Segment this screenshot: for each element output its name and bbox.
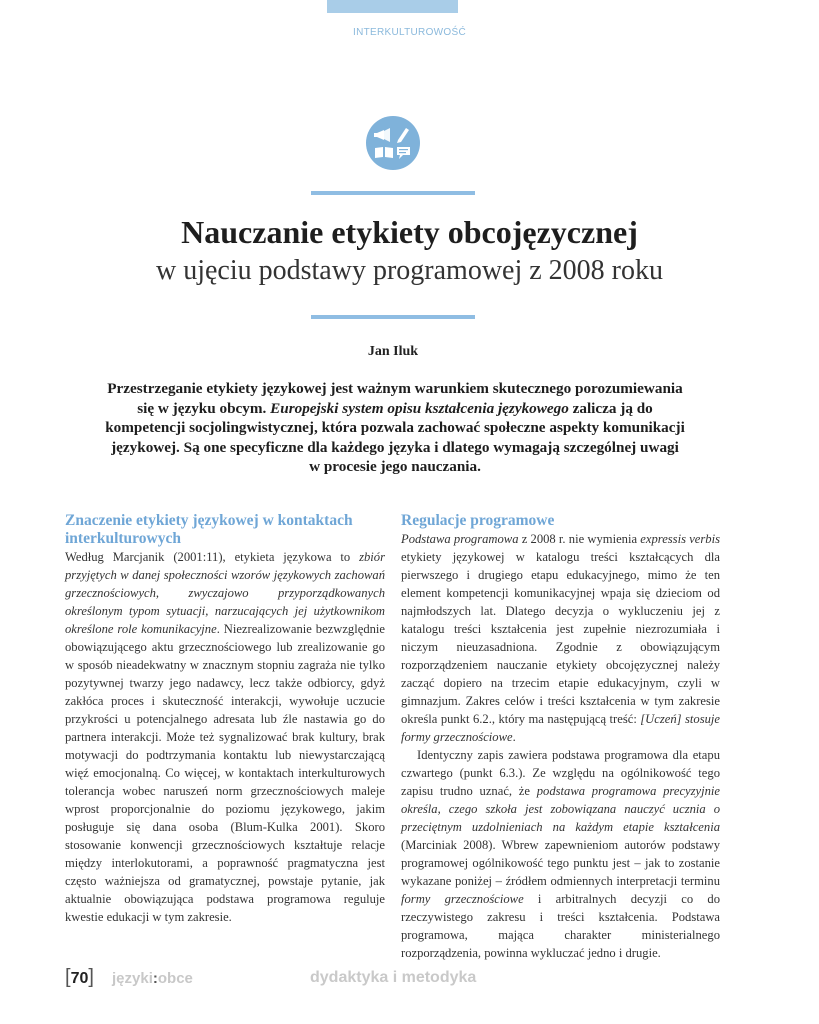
left-heading: Znaczenie etykiety językowej w kontaktach interkulturowych: [65, 512, 353, 547]
text-run: i arbitralnych decyzji co do rzeczywistego zakresu i treści kształcenia. Podstawa programowa, mająca charakter ministerialnego rozporządzenia, powinna wykluczać jedno i drugie.: [401, 892, 720, 960]
lead-paragraph: [104, 379, 686, 477]
author-name: Jan Iluk: [367, 344, 419, 359]
lead-text: Przestrzeganie etykiety językowej jest ważnym warunkiem skutecznego porozumiewania się w języku obcym.: [107, 380, 683, 417]
text-run: z 2008 r. nie wymienia: [518, 532, 641, 546]
text-run: Identyczny zapis zawiera podstawa programowa dla etapu czwartego (punkt 6.3.). Ze względu na ogólnikowość tego zapisu trudno uznać, że: [401, 748, 720, 798]
page-number: [65, 966, 94, 989]
italic-run: [Uczeń] stosuje formy grzecznościowe: [401, 712, 720, 744]
right-paragraph-1: [401, 530, 720, 746]
text-run: (Marciniak 2008). Wbrew zapewnieniom autorów podstawy programowej ogólnikowość tego punktu jest – jak to zostanie wykazane poniżej – źródłem odmiennych interpretacji terminu: [401, 838, 720, 888]
text-run: Według Marcjanik (2001:11), etykieta językowa to: [65, 550, 360, 564]
magazine-name-part1: języki: [112, 970, 153, 987]
magazine-name-colon: :: [152, 970, 158, 987]
divider-rule-top: [311, 191, 475, 195]
italic-run: formy grzecznościowe: [401, 892, 524, 906]
right-heading: Regulacje programowe: [401, 512, 555, 529]
italic-run: expressis verbis: [640, 532, 720, 546]
page-number-value: 70: [70, 970, 89, 987]
article-subtitle: w ujęciu podstawy programowej z 2008 roku: [156, 255, 663, 286]
lead-italic: Europejski system opisu kształcenia językowego: [270, 399, 569, 417]
top-color-bar: [327, 0, 458, 13]
book-icon: [375, 147, 393, 158]
text-run: etykiety językowej w katalogu treści kształcących dla pierwszego i drugiego etapu edukacyjnego, mimo że ten element kompetencji komunikacyjnej wpaja się dzieciom od najmłodszych lat. Dlatego decyzja o wykluczeniu jej z katalogu treści kształcenia jest zupełnie niezrozumiała i niczym nieuzasadniona. Zgodnie z obowiązującym rozporządzeniem nauczanie etykiety obcojęzycznej należy zacząć dopiero na trzecim etapie edukacyjnym, czyli w gimnazjum. Zakres celów i treści kształcenia w tym zakresie określa punkt 6.2., który ma następującą treść:: [401, 550, 720, 726]
divider-rule-bottom: [311, 315, 475, 319]
italic-run: zbiór przyjętych w danej społeczności wzorów językowych zachowań grzecznościowych, zwyczajowo przyporządkowanych określonym typom sytuacji, narzucających jej użytkownikom określone role komunikacyjne: [65, 550, 385, 636]
footer-section-name: dydaktyka i metodyka: [310, 969, 477, 986]
section-emblem: [366, 116, 420, 170]
left-paragraph: [65, 548, 385, 926]
magazine-name: [112, 970, 193, 987]
italic-run: Podstawa programowa: [401, 532, 519, 546]
section-label: INTERKULTUROWOŚĆ: [353, 27, 466, 38]
article-title: Nauczanie etykiety obcojęzycznej: [181, 214, 638, 250]
lead-text-cont: zalicza ją do kompetencji socjolingwistycznej, która pozwala zachować społeczne aspekty komunikacji językowej. Są one specyficzne dla każdego języka i dlatego wymagają szczególnej uwagi w procesie jego nauczania.: [105, 399, 685, 475]
magazine-name-part2: obce: [157, 970, 193, 987]
megaphone-icon: [374, 128, 390, 142]
left-column: [65, 512, 385, 926]
right-column: [401, 512, 720, 962]
right-paragraph-2: [401, 746, 720, 962]
speech-bubble-icon: [397, 147, 410, 159]
bracket-close: ]: [88, 966, 94, 988]
pencil-icon: [397, 128, 409, 143]
italic-run: podstawa programowa precyzyjnie określa, czego szkoła jest zobowiązana nauczyć ucznia o przeciętnym uzdolnieniach na każdym etapie kształcenia: [401, 784, 720, 834]
bracket-open: [: [65, 966, 71, 988]
text-run: .: [512, 730, 516, 744]
text-run: . Niezrealizowanie bezwzględnie obowiązującego aktu grzecznościowego lub zrealizowanie go w sposób nieadekwatny w znacznym stopniu zagraża nie tylko pozytywnej twarzy jego nadawcy, lecz także odbiorcy, gdyż zakłóca proces i skuteczność interakcji, wywołuje uczucie przykrości u potencjalnego adresata lub źle nastawia go do partnera interakcji. Może też sygnalizować brak kultury, brak motywacji do podtrzymania kontaktu lub niewystarczającą więź emocjonalną. Co więcej, w kontaktach interkulturowych tolerancja wobec naruszeń norm grzecznościowych maleje wprost proporcjonalnie do poziomu językowego, jakim posługuje się dana osoba (Blum-Kulka 2001). Skoro stosowanie konwencji grzecznościowych kształtuje relacje między interlokutorami, a poprawność pragmatyczna jest często ważniejsza od gramatycznej, powstaje pytanie, jak aktualnie obowiązująca podstawa programowa reguluje kwestie edukacji w tym zakresie.: [65, 622, 386, 924]
